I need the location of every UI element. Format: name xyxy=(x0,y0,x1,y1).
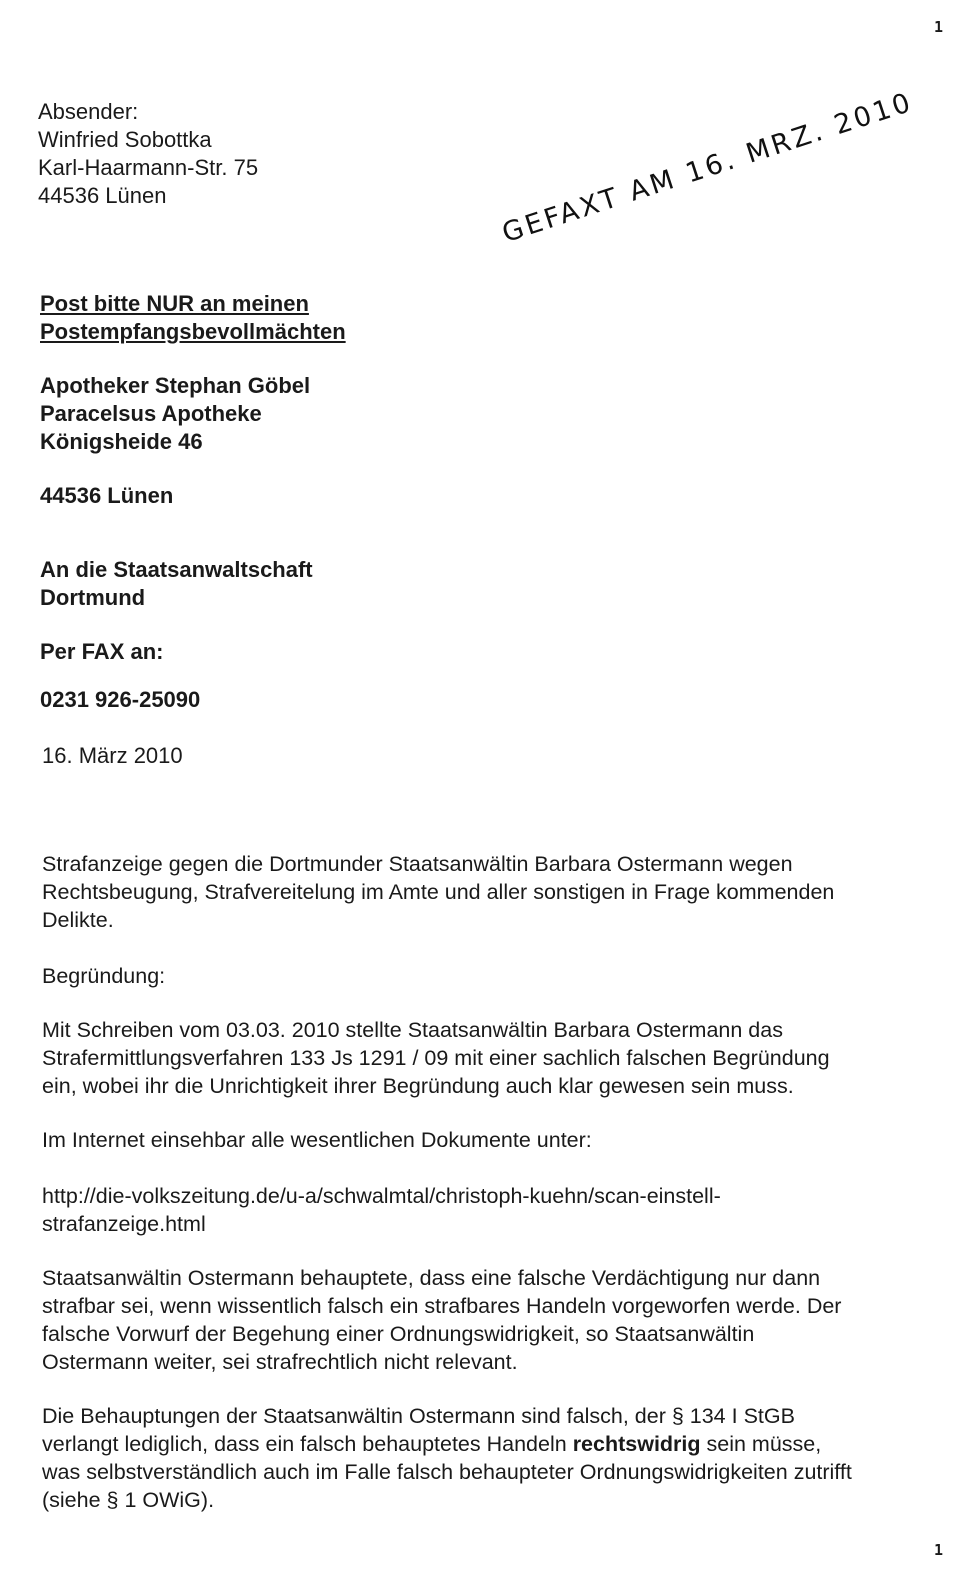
paragraph-1-line-1: Mit Schreiben vom 03.03. 2010 stellte Staatsanwältin Barbara Ostermann das xyxy=(42,1018,783,1042)
recipient-block xyxy=(40,556,313,612)
sender-block xyxy=(38,98,258,210)
recipient-line-1: An die Staatsanwaltschaft xyxy=(40,557,313,582)
url-line-2: strafanzeige.html xyxy=(42,1212,206,1236)
reason-label: Begründung: xyxy=(42,964,166,988)
agent-address xyxy=(40,372,310,456)
paragraph-1-line-3: ein, wobei ihr die Unrichtigkeit ihrer Begründung auch klar gewesen sein muss. xyxy=(42,1074,794,1098)
subject-line-3: Delikte. xyxy=(42,908,114,932)
document-url xyxy=(42,1182,947,1238)
letter-date: 16. März 2010 xyxy=(42,743,183,768)
page-number-bottom: 1 xyxy=(934,1541,944,1559)
agent-city: 44536 Lünen xyxy=(40,483,174,508)
sender-street: Karl-Haarmann-Str. 75 xyxy=(38,155,259,180)
paragraph-4-line-2-start: verlangt lediglich, dass ein falsch behauptetes Handeln xyxy=(42,1432,573,1456)
paragraph-1 xyxy=(42,1016,947,1100)
fax-number: 0231 926-25090 xyxy=(40,687,201,712)
paragraph-3-line-3: falsche Vorwurf der Begehung einer Ordnungswidrigkeit, so Staatsanwältin xyxy=(42,1322,755,1346)
paragraph-3-line-4: Ostermann weiter, sei strafrechtlich nicht relevant. xyxy=(42,1350,518,1374)
paragraph-4-line-3: was selbstverständlich auch im Falle falsch behaupteter Ordnungswidrigkeiten zutrifft xyxy=(42,1460,852,1484)
paragraph-4-line-1: Die Behauptungen der Staatsanwältin Ostermann sind falsch, der § 134 I StGB xyxy=(42,1404,795,1428)
subject-paragraph xyxy=(42,850,947,934)
subject-line-1: Strafanzeige gegen die Dortmunder Staatsanwältin Barbara Ostermann wegen xyxy=(42,852,793,876)
paragraph-4 xyxy=(42,1402,947,1514)
agent-name: Apotheker Stephan Göbel xyxy=(40,373,311,398)
url-line-1: http://die-volkszeitung.de/u-a/schwalmtal/christoph-kuehn/scan-einstell- xyxy=(42,1184,721,1208)
page-number-top: 1 xyxy=(934,18,944,36)
paragraph-1-line-2: Strafermittlungsverfahren 133 Js 1291 / 09 mit einer sachlich falschen Begründung xyxy=(42,1046,830,1070)
instruction-line-2: Postempfangsbevollmächten xyxy=(40,319,346,344)
mail-instruction xyxy=(40,290,346,346)
paragraph-3 xyxy=(42,1264,947,1376)
fax-stamp: GEFAXT AM 16. MRZ. 2010 xyxy=(498,86,917,249)
paragraph-4-line-4: (siehe § 1 OWiG). xyxy=(42,1488,215,1512)
sender-name: Winfried Sobottka xyxy=(38,127,212,152)
emphasis-rechtswidrig: rechtswidrig xyxy=(572,1432,701,1456)
recipient-line-2: Dortmund xyxy=(40,585,146,610)
paragraph-2: Im Internet einsehbar alle wesentlichen Dokumente unter: xyxy=(42,1128,592,1152)
agent-street: Königsheide 46 xyxy=(40,429,203,454)
fax-label: Per FAX an: xyxy=(40,639,164,664)
sender-city: 44536 Lünen xyxy=(38,183,167,208)
paragraph-4-line-2-end: sein müsse, xyxy=(700,1432,822,1456)
paragraph-4-line-2 xyxy=(42,1430,947,1458)
paragraph-3-line-1: Staatsanwältin Ostermann behauptete, dass eine falsche Verdächtigung nur dann xyxy=(42,1266,821,1290)
instruction-line-1: Post bitte NUR an meinen xyxy=(40,291,309,316)
paragraph-3-line-2: strafbar sei, wenn wissentlich falsch ein strafbares Handeln vorgeworfen werde. Der xyxy=(42,1294,842,1318)
subject-line-2: Rechtsbeugung, Strafvereitelung im Amte und aller sonstigen in Frage kommenden xyxy=(42,880,835,904)
sender-label: Absender: xyxy=(38,99,139,124)
agent-company: Paracelsus Apotheke xyxy=(40,401,262,426)
